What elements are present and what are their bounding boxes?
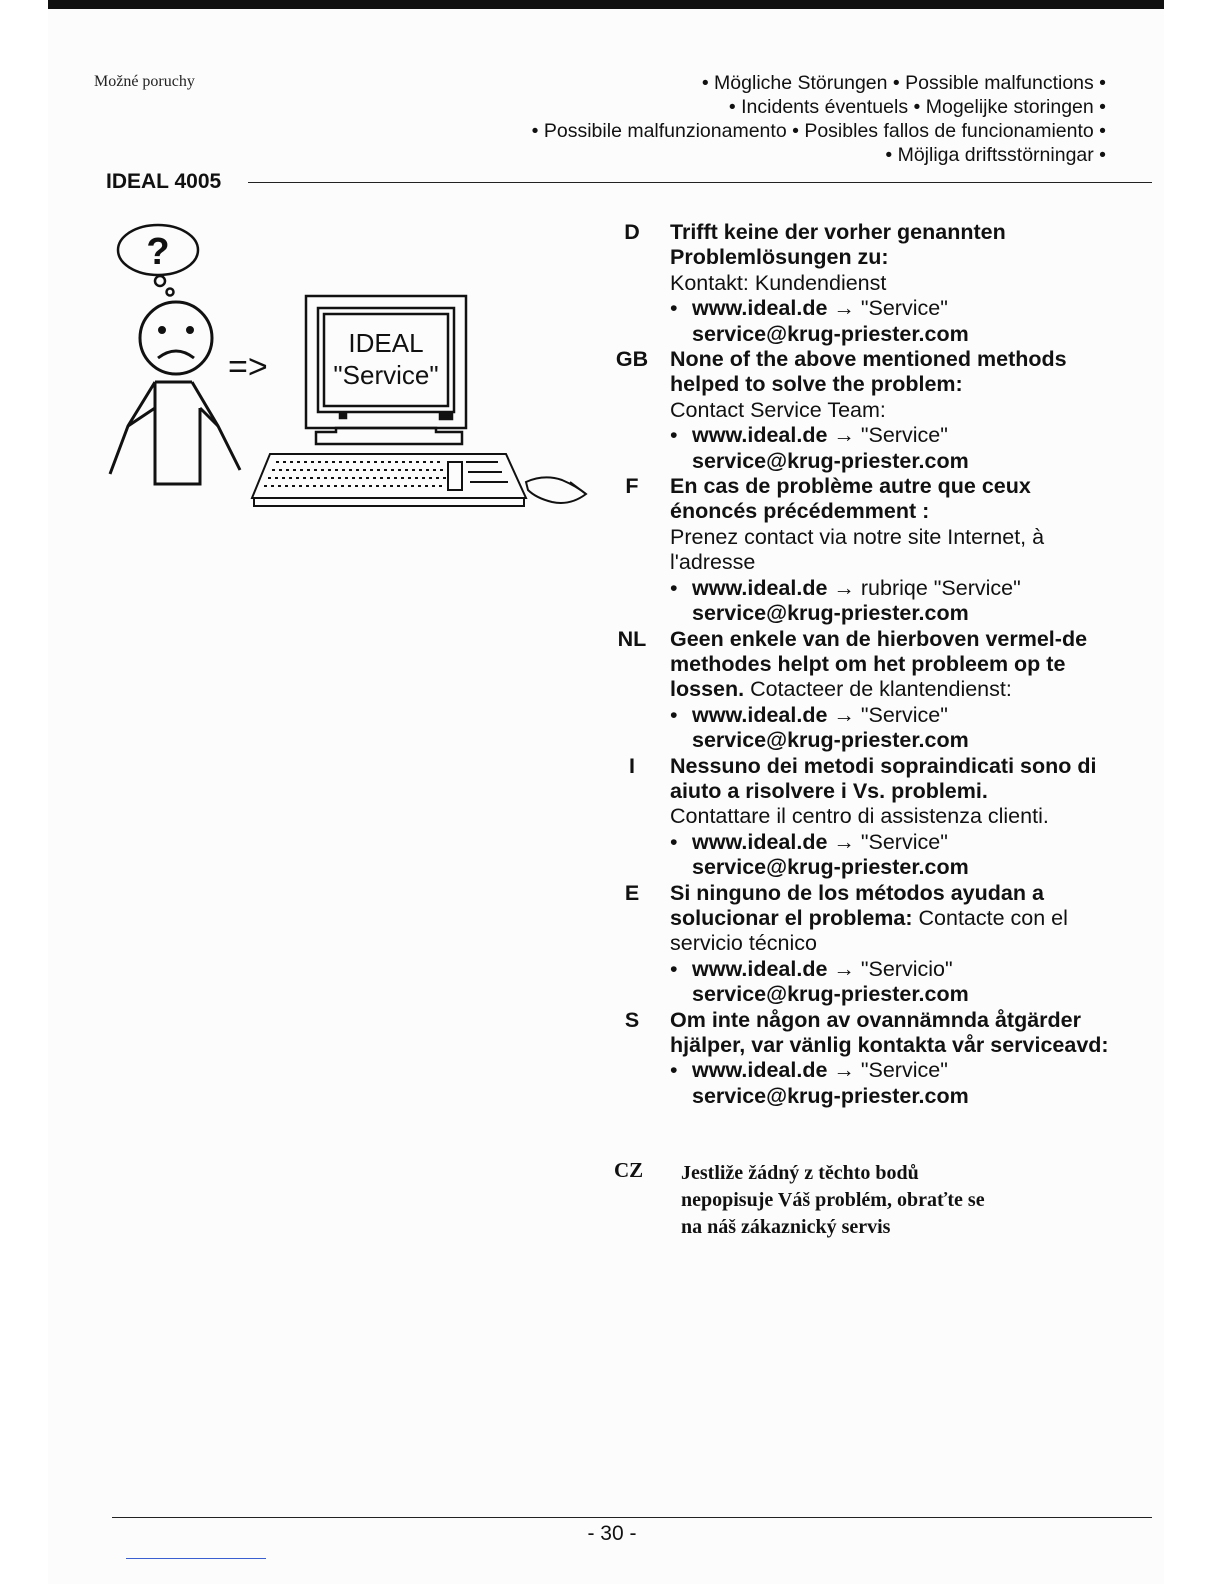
section-label: Možné poruchy	[94, 73, 195, 90]
model-name: IDEAL 4005	[106, 170, 222, 193]
language-line: • Mögliche Störungen • Possible malfunctions •	[701, 72, 1106, 94]
language-code: NL	[617, 626, 647, 651]
email-link[interactable]: service@krug-priester.com	[692, 448, 969, 473]
entry-se: S Om inte någon av ovannämnda åtgärder hjälper, var vänlig kontakta vår serviceavd: • www.ideal.de → "Service" service@krug-priester.com	[610, 1008, 1110, 1110]
entry-text: Contattare il centro di assistenza clienti.	[670, 804, 1049, 829]
entry-heading: Om inte någon av ovannämnda åtgärder hjälper, var vänlig kontakta vår serviceavd:	[670, 1007, 1109, 1057]
language-code: S	[624, 1007, 640, 1032]
link-label: "Service"	[860, 296, 948, 321]
arrow-icon: →	[833, 829, 855, 854]
arrow-icon: →	[833, 575, 855, 600]
email-link[interactable]: service@krug-priester.com	[692, 1083, 969, 1108]
entry-it: I Nessuno dei metodi sopraindicati sono di aiuto a risolvere i Vs. problemi. Contattare il centro di assistenza clienti. • www.ideal.de → "Service" service@krug-priester.com	[610, 754, 1110, 881]
entry-text: Contact Service Team:	[670, 397, 886, 422]
website-link[interactable]: www.ideal.de	[692, 575, 828, 600]
left-margin	[0, 0, 48, 1584]
website-link[interactable]: www.ideal.de	[692, 956, 828, 981]
keyboard	[252, 454, 526, 506]
screen-text-service: "Service"	[333, 360, 439, 390]
entry-heading: Si ninguno de los métodos ayudan a solucionar el problema:	[670, 880, 1044, 930]
email-link[interactable]: service@krug-priester.com	[692, 855, 969, 880]
entry-heading: En cas de problème autre que ceux énoncés précédemment :	[670, 474, 1031, 524]
email-link[interactable]: service@krug-priester.com	[692, 601, 969, 626]
entry-text: Kontakt: Kundendienst	[670, 270, 887, 295]
top-scan-border	[48, 0, 1164, 9]
entry-text: Prenez contact via notre site Internet, à l'adresse	[670, 524, 1045, 575]
link-label: rubriqe "Service"	[860, 575, 1021, 600]
entry-heading: Trifft keine der vorher genannten Problemlösungen zu:	[670, 220, 1006, 270]
email-link[interactable]: service@krug-priester.com	[692, 728, 969, 753]
entry-text: Cotacteer de klantendienst:	[750, 677, 1012, 702]
arrow-icon: →	[833, 423, 855, 448]
language-line: • Möjliga driftsstörningar •	[885, 144, 1106, 166]
entry-de: D Trifft keine der vorher genannten Problemlösungen zu: Kontakt: Kundendienst • www.ideal.de → "Service" service@krug-priester.com	[610, 220, 1110, 347]
header-divider	[248, 182, 1152, 183]
website-link[interactable]: www.ideal.de	[692, 829, 828, 854]
entry-text: Contacte con el servicio técnico	[670, 905, 1068, 956]
sad-face-icon	[140, 302, 212, 374]
cz-line: Jestliže žádný z těchto bodů	[681, 1162, 919, 1184]
entry-es: E Si ninguno de los métodos ayudan a solucionar el problema: Contacte con el servicio técnico • www.ideal.de → "Servicio" service@krug-priester.com	[610, 881, 1110, 1008]
instructions-list	[610, 220, 1110, 1109]
language-code: D	[624, 220, 640, 244]
page-number: - 30 -	[587, 1522, 637, 1545]
arrow-icon: →	[833, 702, 855, 727]
link-label: "Service"	[860, 423, 948, 448]
question-mark-icon: ?	[146, 231, 170, 273]
link-label: "Service"	[860, 1058, 948, 1083]
website-link[interactable]: www.ideal.de	[692, 1058, 828, 1083]
link-label: "Servicio"	[860, 956, 953, 981]
arrow-icon: →	[833, 956, 855, 981]
entry-gb: GB None of the above mentioned methods helped to solve the problem: Contact Service Team: • www.ideal.de → "Service" service@krug-priester.com	[610, 347, 1110, 474]
entry-heading: Geen enkele van de hierboven vermel-de methodes helpt om het probleem op te lossen.	[670, 626, 1088, 702]
link-label: "Service"	[860, 702, 948, 727]
entry-heading: Nessuno dei metodi sopraindicati sono di aiuto a risolvere i Vs. problemi.	[670, 753, 1097, 803]
person-figure	[110, 382, 240, 484]
language-code: CZ	[614, 1158, 644, 1182]
screen-text-ideal: IDEAL	[348, 328, 424, 358]
entry-heading: None of the above mentioned methods helped to solve the problem:	[670, 347, 1067, 397]
entry-fr: F En cas de problème autre que ceux énoncés précédemment : Prenez contact via notre site Internet, à l'adresse • www.ideal.de → rubriqe "Service" service@krug-priester.com	[610, 474, 1110, 626]
link-label: "Service"	[860, 829, 948, 854]
website-link[interactable]: www.ideal.de	[692, 296, 828, 321]
arrow-icon: →	[833, 1058, 855, 1083]
footer-divider	[112, 1517, 1152, 1518]
illustration	[100, 218, 600, 518]
cz-line: na náš zákaznický servis	[681, 1216, 891, 1238]
language-code: F	[625, 474, 639, 499]
website-link[interactable]: www.ideal.de	[692, 423, 828, 448]
website-link[interactable]: www.ideal.de	[692, 702, 828, 727]
email-link[interactable]: service@krug-priester.com	[692, 321, 969, 346]
arrow-symbol: =>	[228, 348, 268, 386]
language-code: I	[629, 753, 635, 778]
language-code: E	[624, 880, 640, 905]
cz-line: nepopisuje Váš problém, obraťte se	[681, 1189, 985, 1211]
language-line: • Possibile malfunzionamento • Posibles fallos de funcionamiento •	[531, 120, 1106, 142]
arrow-icon: →	[833, 296, 855, 321]
language-line: • Incidents éventuels • Mogelijke storingen •	[728, 96, 1106, 118]
mouse	[526, 477, 586, 503]
section-title-languages	[532, 71, 1106, 167]
language-code: GB	[615, 347, 649, 372]
entry-text-cz	[681, 1160, 1101, 1241]
scan-artifact-line	[126, 1558, 266, 1559]
entry-nl: NL Geen enkele van de hierboven vermel-de methodes helpt om het probleem op te lossen. Cotacteer de klantendienst: • www.ideal.de → "Service" service@krug-priester.com	[610, 627, 1110, 754]
email-link[interactable]: service@krug-priester.com	[692, 982, 969, 1007]
